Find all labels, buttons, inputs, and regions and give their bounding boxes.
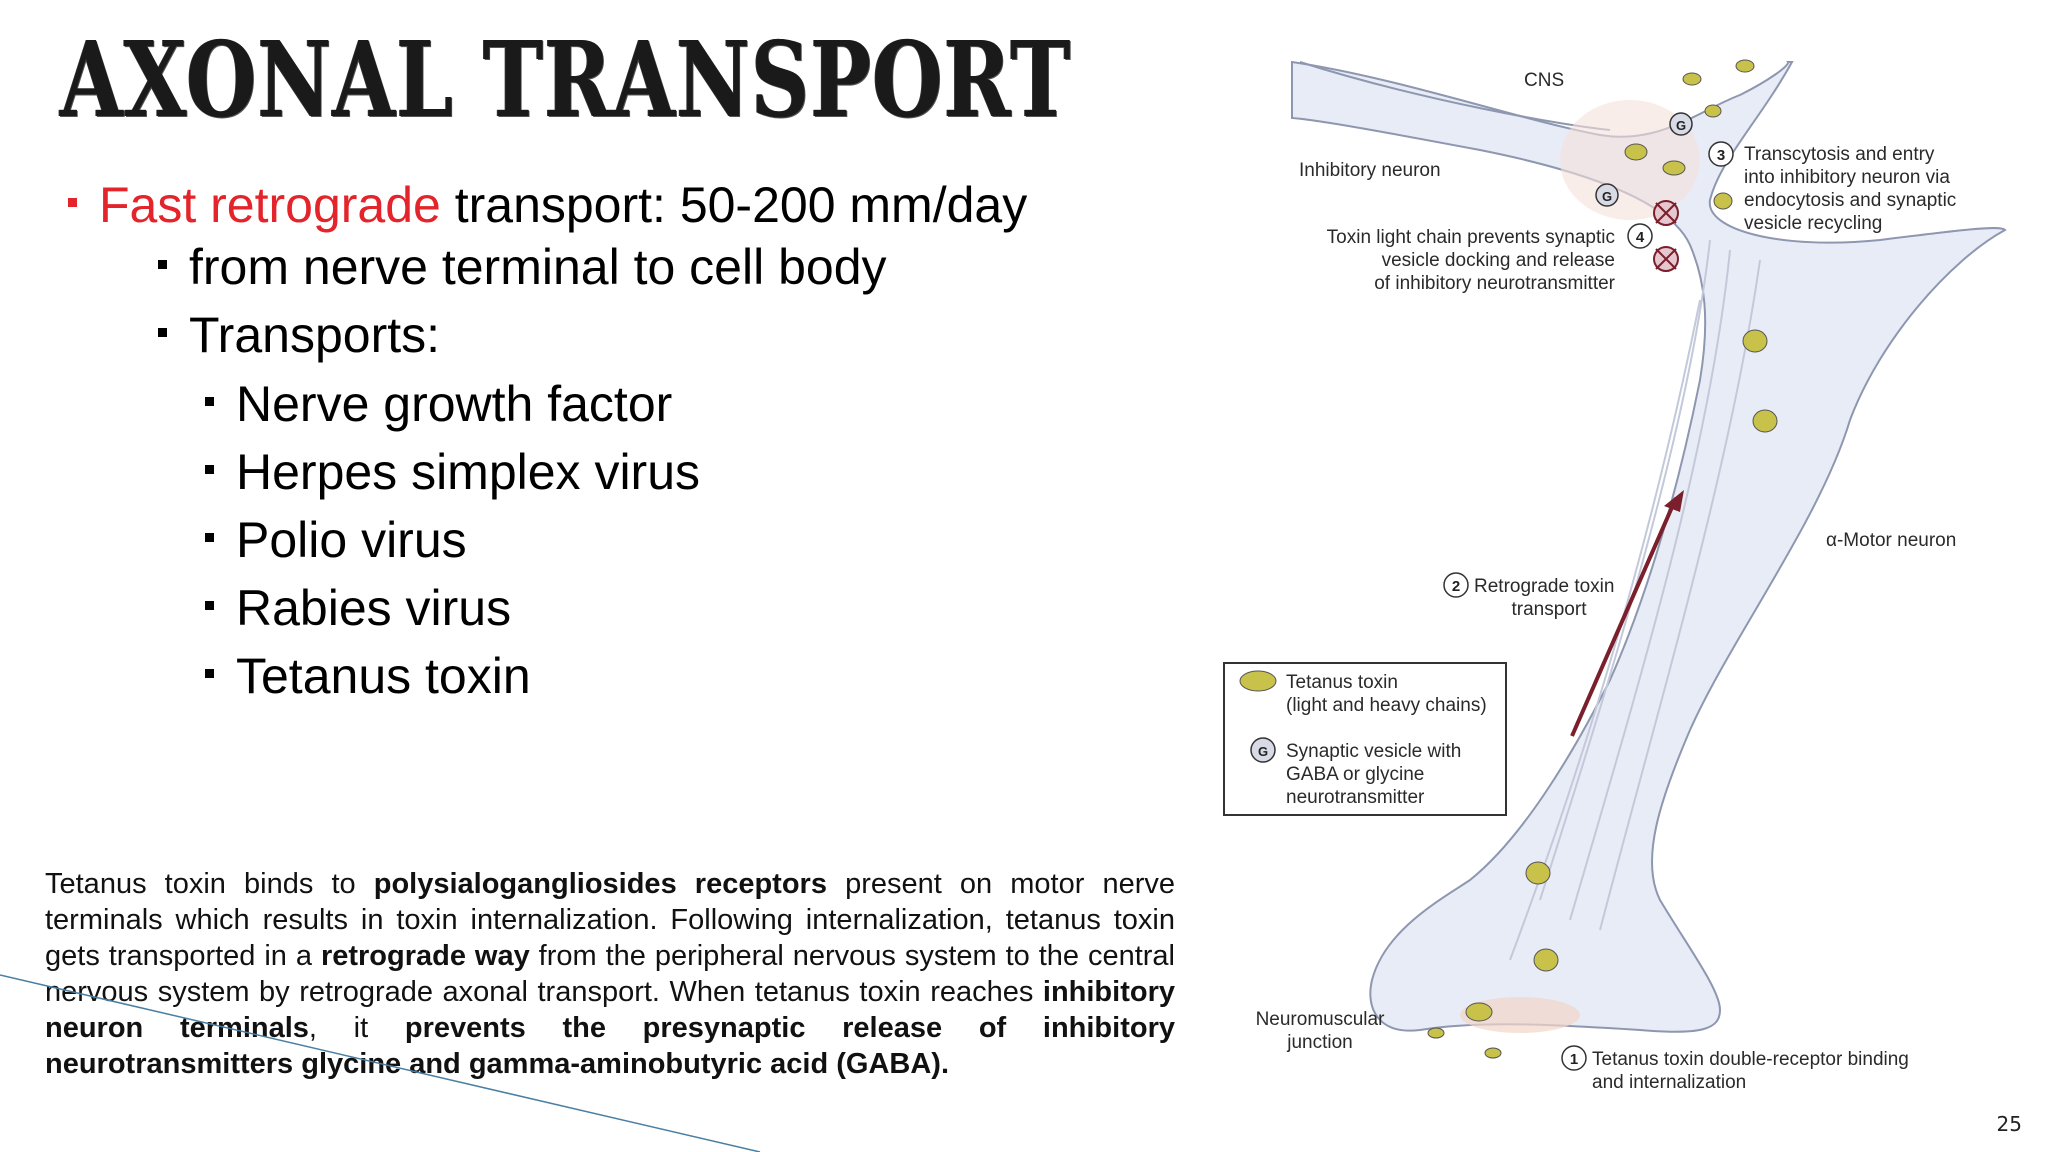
toxin-icon [1753, 410, 1777, 432]
para-text: Tetanus toxin binds to [45, 868, 374, 900]
step-3-text: Transcytosis and entry [1744, 144, 1935, 165]
legend-vesicle-text: GABA or glycine [1286, 764, 1425, 785]
legend-vesicle-label: G [1257, 744, 1269, 759]
step-2-text: transport [1511, 599, 1587, 620]
page-number: 25 [1996, 1112, 2022, 1136]
inhibitory-neuron-label: Inhibitory neuron [1299, 160, 1441, 181]
toxin-icon [1466, 1003, 1492, 1021]
legend-toxin-text: Tetanus toxin [1286, 672, 1398, 693]
bullet-text: from nerve terminal to cell body [189, 239, 887, 295]
toxin-icon [1736, 60, 1754, 72]
step-4-text: Toxin light chain prevents synaptic [1326, 227, 1615, 248]
toxin-icon [1485, 1048, 1501, 1058]
step-4-text: vesicle docking and release [1381, 250, 1615, 271]
para-text: , it [308, 1012, 405, 1044]
legend-toxin-icon [1240, 671, 1276, 691]
bullet-highlight: Fast retrograde [99, 177, 441, 233]
toxin-icon [1428, 1028, 1444, 1038]
step-1-text: and internalization [1592, 1072, 1747, 1093]
step-1-text: Tetanus toxin double-receptor binding [1592, 1049, 1909, 1070]
legend-toxin-text: (light and heavy chains) [1286, 695, 1487, 716]
vesicle-label: G [1601, 189, 1613, 204]
para-bold: inhibitory neuron terminals [45, 976, 1175, 1044]
bullet-text: Nerve growth factor [236, 376, 673, 432]
bullet-text: Polio virus [236, 512, 467, 568]
toxin-icon [1714, 193, 1732, 209]
nmj-label: Neuromuscular [1255, 1009, 1385, 1030]
toxin-icon [1534, 949, 1558, 971]
toxin-icon [1526, 862, 1550, 884]
toxin-icon [1743, 330, 1767, 352]
vesicle-label: G [1675, 118, 1687, 133]
toxin-icon [1705, 105, 1721, 117]
legend-vesicle-text: neurotransmitter [1286, 787, 1425, 808]
cns-label: CNS [1524, 70, 1565, 91]
step-4-number: 4 [1635, 229, 1645, 246]
nmj-label: junction [1287, 1032, 1353, 1053]
decorative-line [0, 975, 760, 1152]
para-text: from the peripheral nervous system to the central nervous system by retrograde axonal transport. When tetanus toxin reaches [45, 940, 1175, 1008]
bullet-text: Transports: [189, 307, 441, 363]
toxin-icon [1625, 144, 1647, 160]
bullet-text: Herpes simplex virus [236, 444, 701, 500]
slide-title: AXONAL TRANSPORT [60, 18, 1072, 141]
motor-neuron-label: α-Motor neuron [1826, 530, 1957, 551]
para-text: present on motor nerve terminals which results in toxin internalization. Following internalization, tetanus toxin gets transported in a [45, 868, 1176, 972]
toxin-icon [1663, 161, 1685, 175]
bullet-text: Tetanus toxin [236, 648, 531, 704]
step-4-text: of inhibitory neurotransmitter [1374, 273, 1615, 294]
step-2-number: 2 [1451, 578, 1461, 595]
bullet-text: Rabies virus [236, 580, 512, 636]
para-bold: polysialogangliosides receptors [373, 868, 827, 900]
para-bold: prevents the presynaptic release of inhibitory neurotransmitters glycine and gamma-aminobutyric acid (GABA). [45, 1012, 1175, 1080]
toxin-icon [1683, 73, 1701, 85]
legend-vesicle-text: Synaptic vesicle with [1286, 741, 1462, 762]
step-3-text: vesicle recycling [1744, 213, 1883, 234]
para-bold: retrograde way [320, 940, 530, 972]
step-2-text: Retrograde toxin [1474, 576, 1615, 597]
step-3-text: endocytosis and synaptic [1744, 190, 1957, 211]
bullet-text: transport: 50-200 mm/day [440, 177, 1028, 233]
step-3-text: into inhibitory neuron via [1744, 167, 1950, 188]
step-1-number: 1 [1569, 1051, 1579, 1068]
step-3-number: 3 [1716, 147, 1726, 164]
